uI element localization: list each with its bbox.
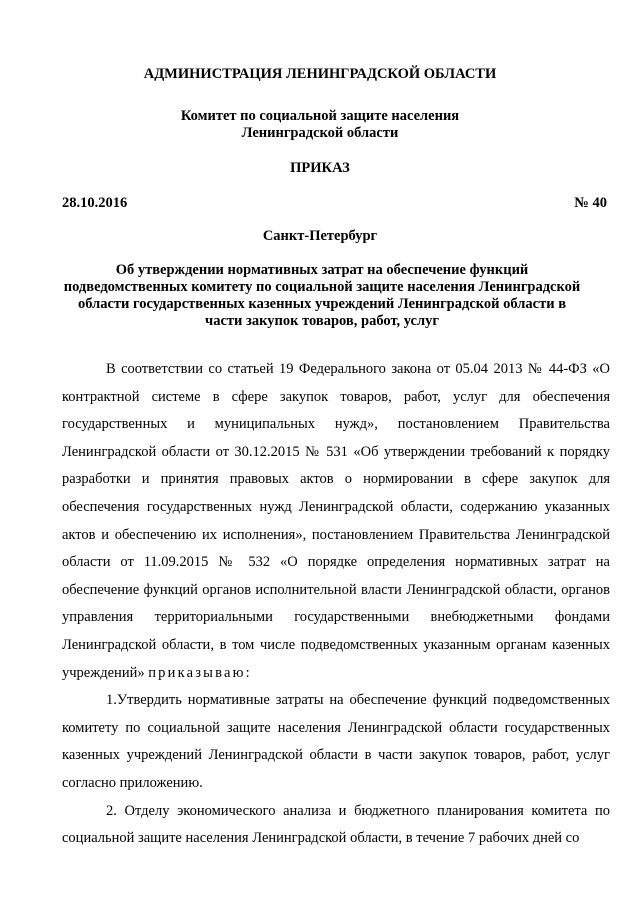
preamble-text: В соответствии со статьей 19 Федерального закона от 05.04 2013 № 44-ФЗ «О контрактной системе в сфере закупок товаров, работ, услуг для обеспечения государственных и муниципальных нужд», постановлением Правительства Ленинградской области от 30.12.2015 № 531 «Об утверждении требований к порядку разработки и принятия правовых актов о нормировании в сфере закупок для обеспечения государственных нужд Ленинградской области, содержанию указанных актов и обеспечению их исполнения», постановлением Правительства Ленинградской области от 11.09.2015 № 532 «О порядке определения нормативных затрат на обеспечение функций органов исполнительной власти Ленинградской области, органов управления территориальными государственными внебюджетными фондами Ленинградской области, в том числе подведомственных указанным органам казенных учреждений» [62, 361, 610, 681]
document-city: Санкт-Петербург [262, 228, 378, 244]
preamble-paragraph [62, 356, 610, 687]
subject-line-1: Об утверждении нормативных затрат на обеспечение функций [115, 262, 529, 278]
document-number: № 40 [574, 195, 607, 211]
document-body [62, 356, 610, 853]
item-2-paragraph: 2. Отделу экономического анализа и бюджетного планирования комитета по социальной защите населения Ленинградской области, в течение 7 рабочих дней со [62, 802, 610, 847]
item-1-paragraph: 1.Утвердить нормативные затраты на обеспечение функций подведомственных комитету по социальной защите населения Ленинградской области государственных казенных учреждений Ленинградской области в части закупок товаров, работ, услуг согласно приложению. [62, 692, 610, 791]
subject-line-2: подведомственных комитету по социальной защите населения Ленинградской [63, 279, 581, 295]
order-word: приказываю: [148, 664, 252, 681]
subject-line-4: части закупок товаров, работ, услуг [205, 313, 439, 329]
committee-line-2: Ленинградской области [241, 125, 399, 141]
committee-name [0, 108, 640, 142]
document-date: 28.10.2016 [62, 195, 128, 211]
subject-line-3: области государственных казенных учреждений Ленинградской области в [77, 296, 567, 312]
document-subject [60, 262, 584, 330]
committee-line-1: Комитет по социальной защите населения [180, 108, 460, 124]
document-type: ПРИКАЗ [290, 160, 350, 176]
organization-title: АДМИНИСТРАЦИЯ ЛЕНИНГРАДСКОЙ ОБЛАСТИ [143, 66, 497, 82]
